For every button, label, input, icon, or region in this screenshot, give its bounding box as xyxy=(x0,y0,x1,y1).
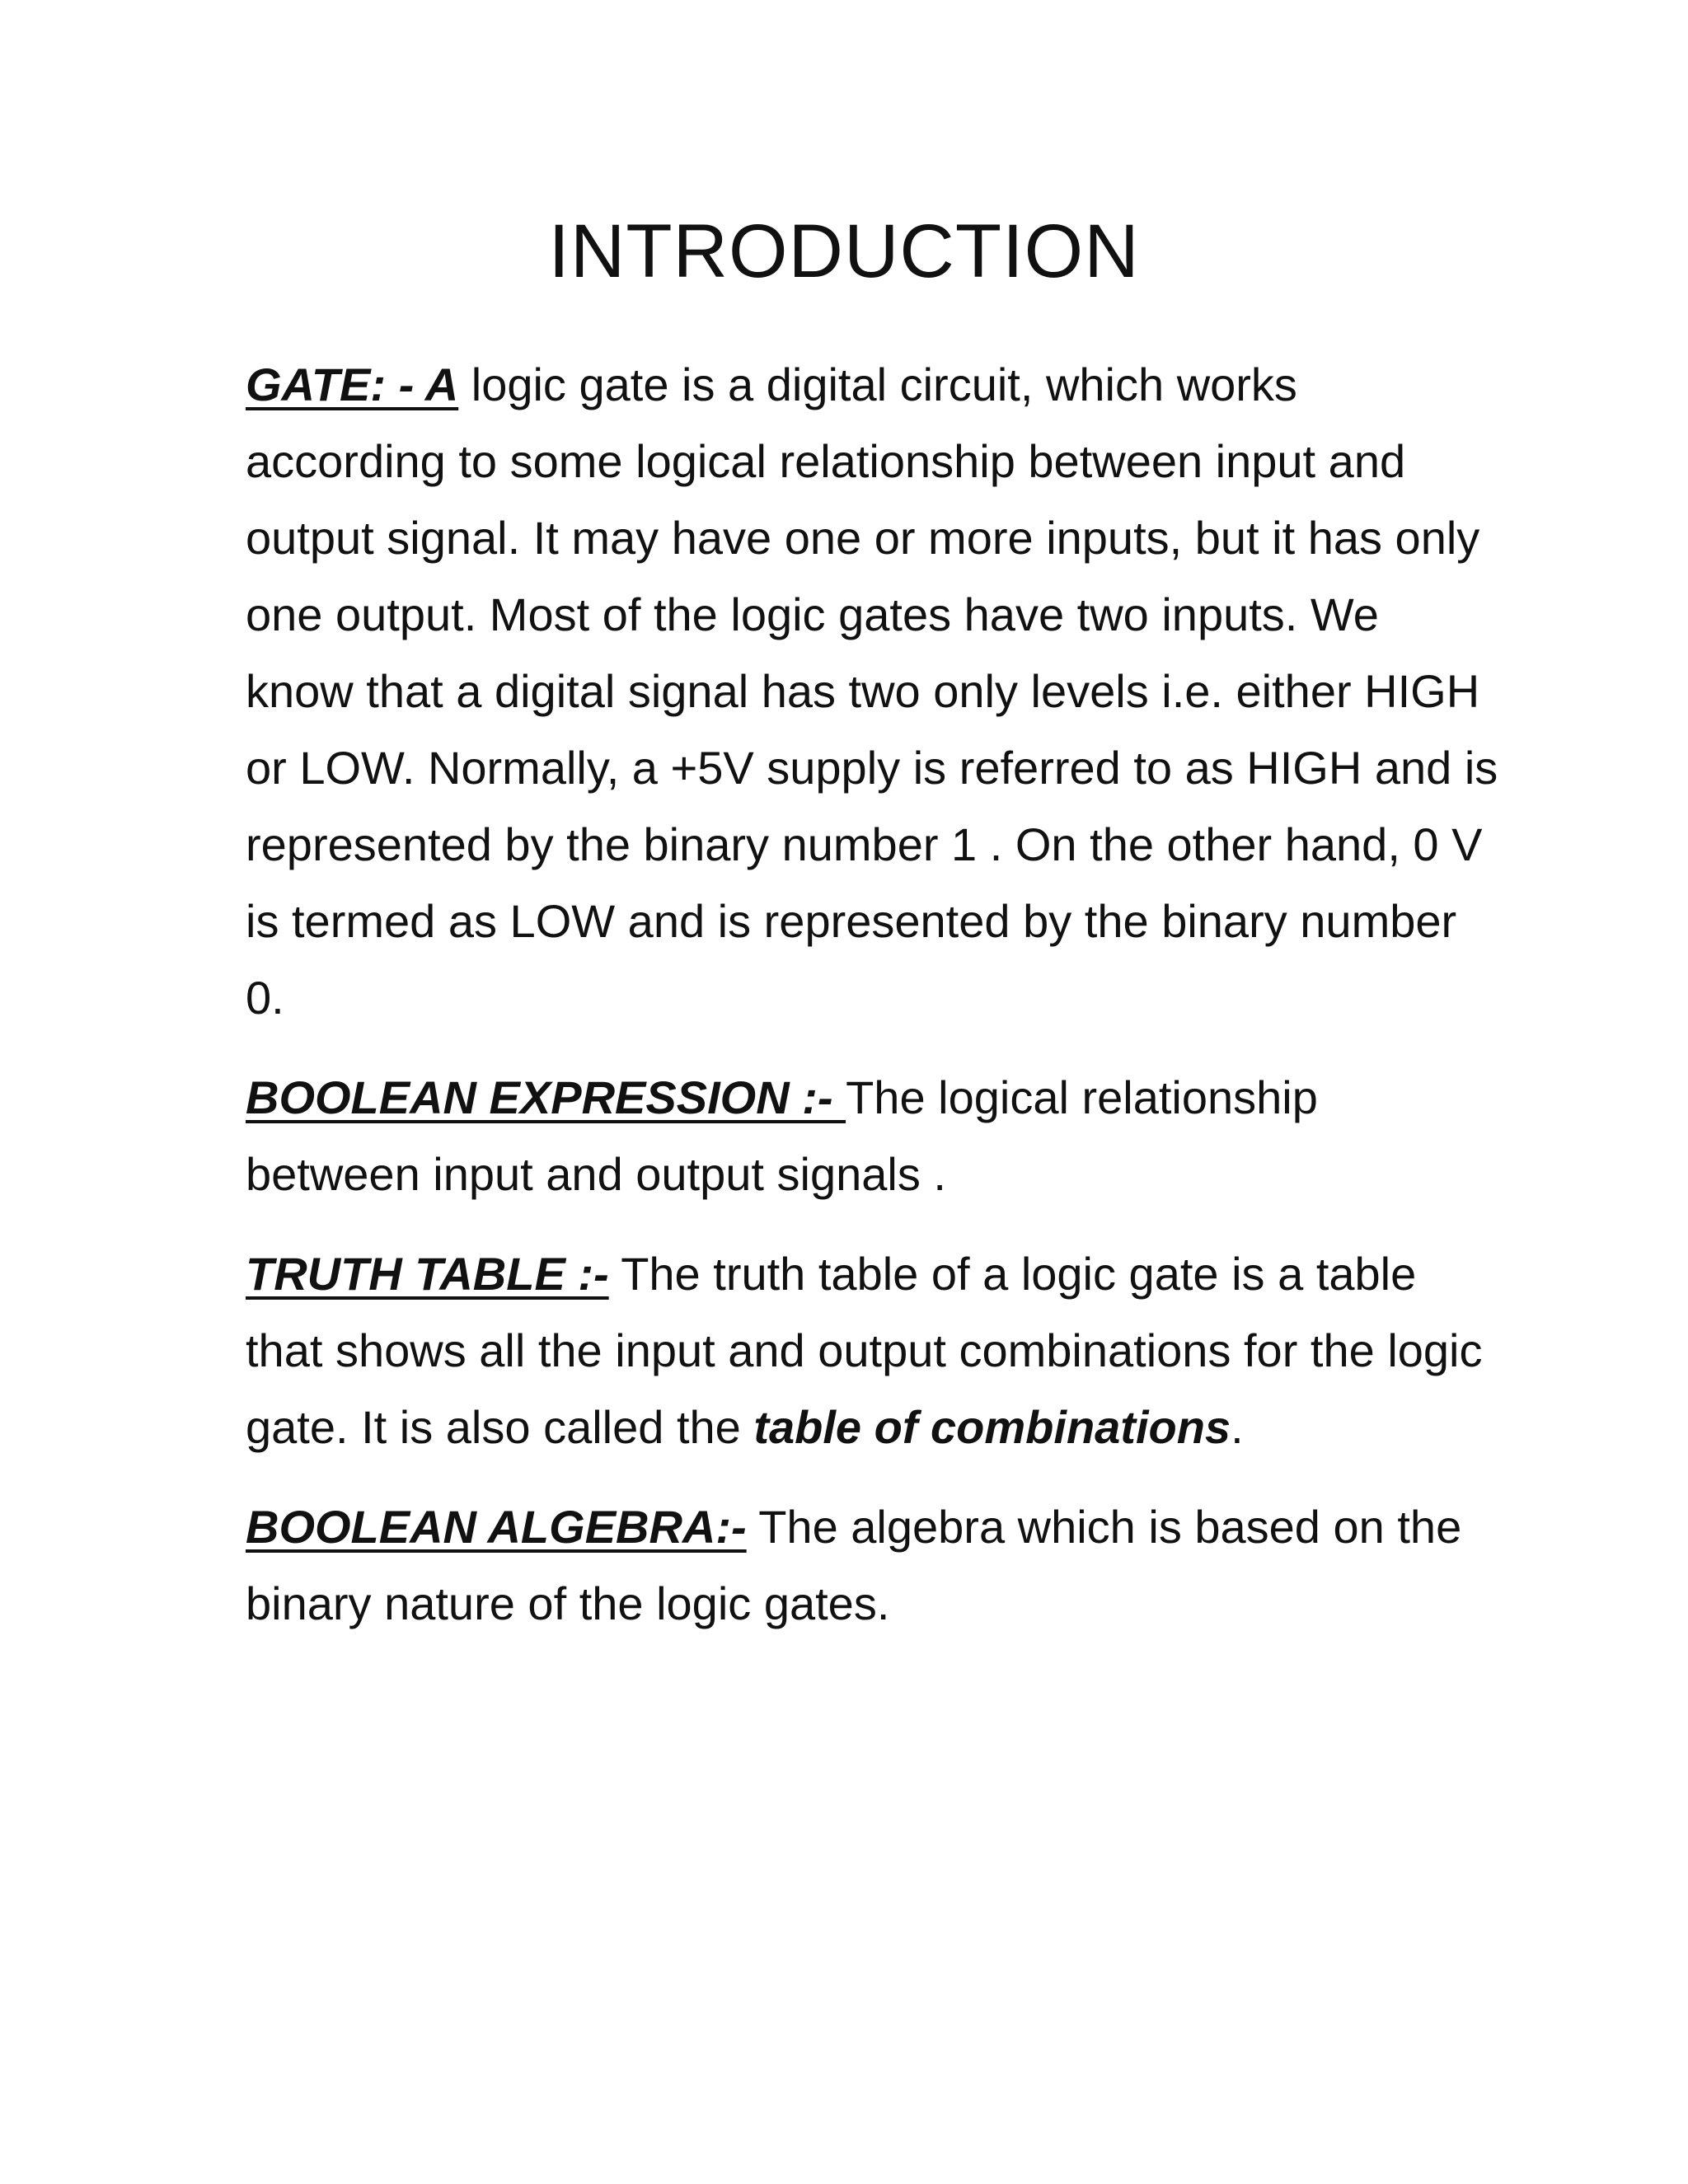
document-body xyxy=(246,346,1498,1642)
page-title: INTRODUCTION xyxy=(548,209,1140,293)
table-of-combinations-emphasis: table of combinations xyxy=(753,1401,1231,1453)
gate-definition-paragraph xyxy=(246,346,1498,1036)
boolean-algebra-term: BOOLEAN ALGEBRA:- xyxy=(246,1501,747,1553)
truth-table-text-end: . xyxy=(1231,1401,1244,1453)
truth-table-term: TRUTH TABLE :- xyxy=(246,1248,609,1300)
boolean-expression-text: The logical relationship between input and output signals . xyxy=(246,1071,1318,1200)
truth-table-paragraph xyxy=(246,1235,1498,1465)
gate-term: GATE: - A xyxy=(246,359,459,410)
truth-table-text: The truth table of a logic gate is a table that shows all the input and output combinations for the logic gate. It is also called the xyxy=(246,1248,1483,1453)
boolean-algebra-paragraph xyxy=(246,1488,1498,1642)
boolean-expression-paragraph xyxy=(246,1059,1498,1212)
gate-definition-text: logic gate is a digital circuit, which works according to some logical relationship between input and output signal. It may have one or more inputs, but it has only one output. Most of the logic gates have two inputs. We know that a digital signal has two only levels i.e. either HIGH or LOW. Normally, a +5V supply is referred to as HIGH and is represented by the binary number 1 . On the other hand, 0 V is termed as LOW and is represented by the binary number 0. xyxy=(246,359,1498,1024)
boolean-algebra-text: The algebra which is based on the binary nature of the logic gates. xyxy=(246,1501,1462,1629)
boolean-expression-term: BOOLEAN EXPRESSION :- xyxy=(246,1071,846,1123)
